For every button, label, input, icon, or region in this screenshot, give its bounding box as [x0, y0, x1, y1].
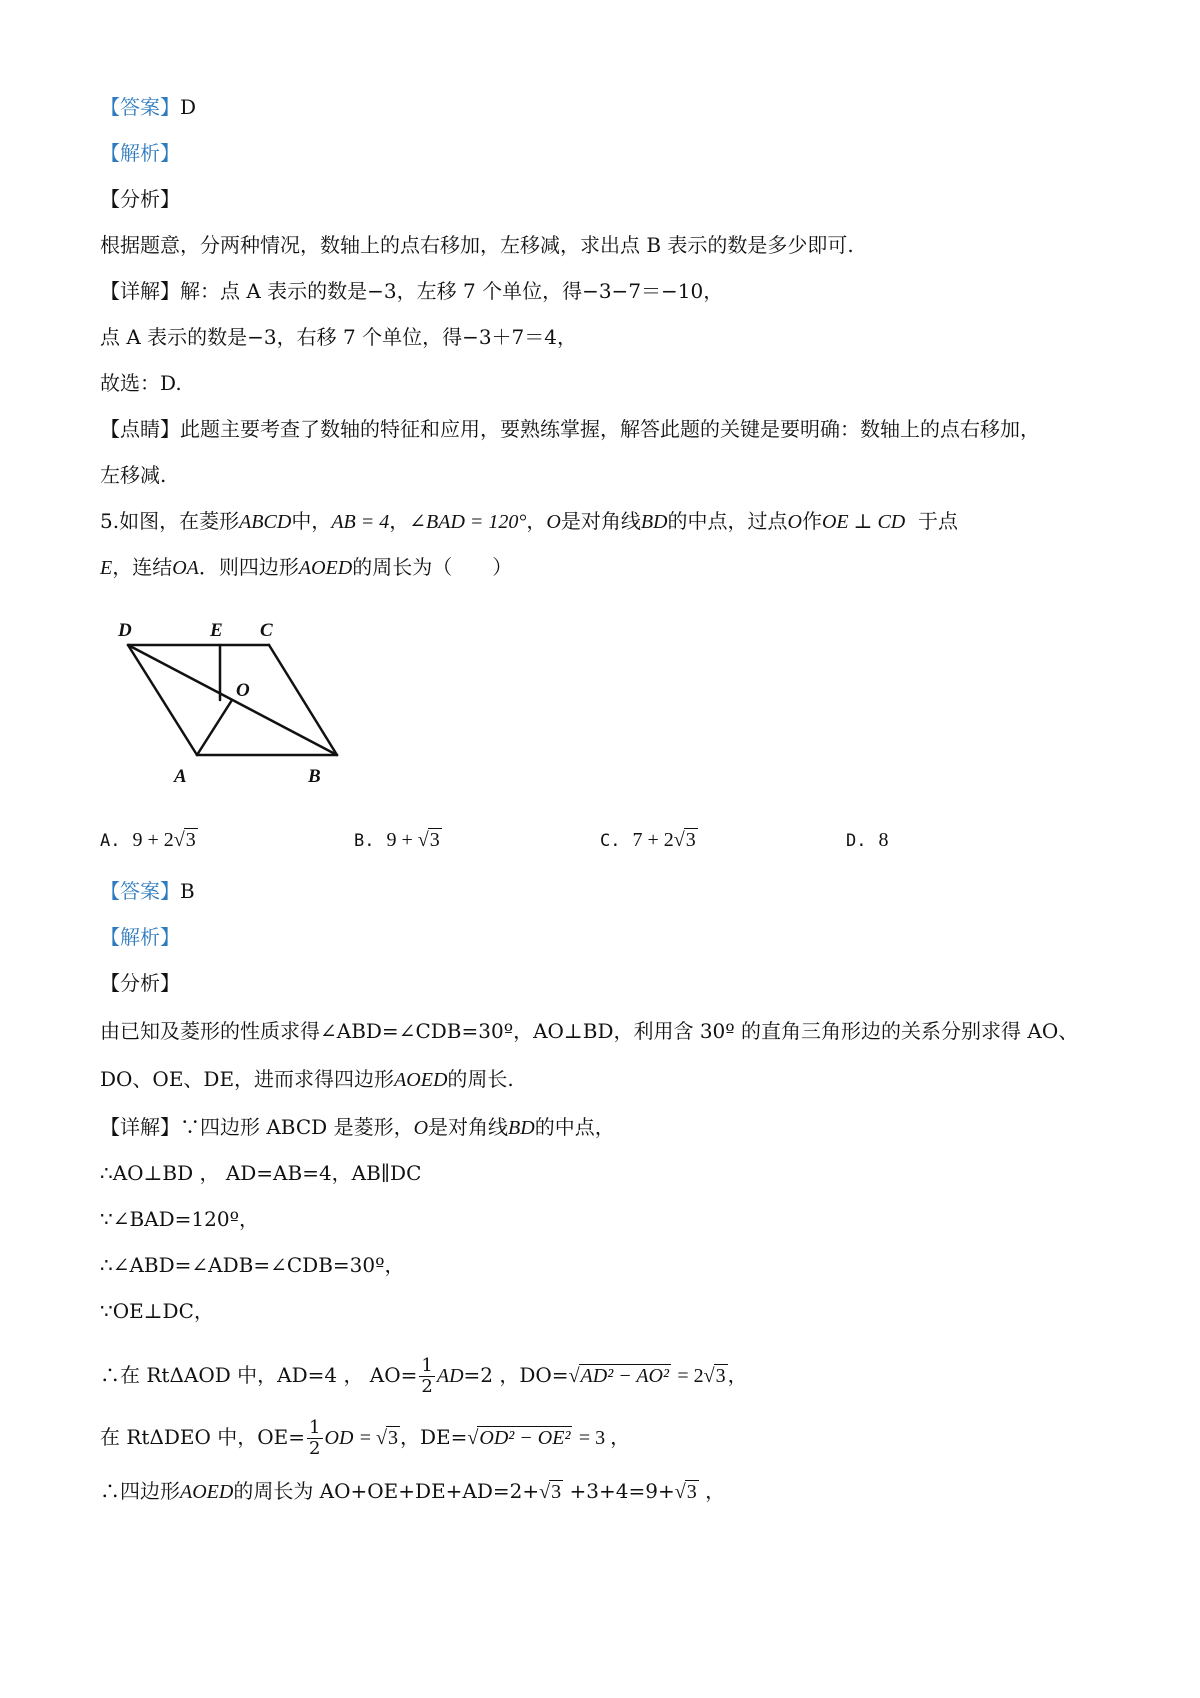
detail-line-1-q4: 【详解】解：点 A 表示的数是−3，左移 7 个单位，得−3−7＝−10，	[100, 279, 724, 303]
fenxi-label-q4: 【分析】	[100, 187, 180, 211]
label-a: A	[174, 766, 187, 787]
answer-label-q5: 【答案】B	[100, 879, 195, 903]
detail-line-2-q4: 点 A 表示的数是−3，右移 7 个单位，得−3＋7＝4，	[100, 325, 578, 349]
q5-stem-line-2: E，连结OA．则四边形AOED的周长为（ ）	[100, 555, 513, 579]
detail-line-1-q5: 【详解】∵四边形 ABCD 是菱形，O是对角线BD的中点，	[100, 1115, 615, 1139]
analysis-label-q5: 【解析】	[100, 925, 180, 949]
rhombus-figure	[112, 620, 372, 810]
fenxi-label-q5: 【分析】	[100, 971, 180, 995]
dianjing-line-2-q4: 左移减.	[100, 463, 167, 487]
detail-line-3-q4: 故选：D.	[100, 371, 182, 395]
option-b[interactable]: B. 9 + √3	[354, 829, 440, 851]
fenxi-text-q4: 根据题意，分两种情况，数轴上的点右移加，左移减，求出点 B 表示的数是多少即可.	[100, 233, 854, 257]
detail-line-6-q5: ∴在 RtΔAOD 中，AD=4 ， AO= $\frac{1}{2}$ AD=2 ，DO=√AD² − AO² = 2√3 ，	[100, 1355, 748, 1397]
detail-line-4-q5: ∴∠ABD=∠ADB=∠CDB=30º，	[100, 1253, 405, 1277]
option-d[interactable]: D. 8	[846, 829, 889, 851]
detail-line-7-q5: 在 RtΔDEO 中，OE= $\frac{1}{2}$ OD = √3 ，DE=√OD² − OE² = 3 ，	[100, 1417, 631, 1459]
label-o: O	[236, 680, 250, 701]
detail-line-8-q5: ∴四边形AOED的周长为 AO+OE+DE+AD=2+√3 +3+4=9+√3 ，	[100, 1479, 726, 1503]
detail-line-5-q5: ∵OE⊥DC，	[100, 1299, 214, 1323]
analysis-label-q4: 【解析】	[100, 141, 180, 165]
label-e: E	[210, 620, 223, 641]
label-d: D	[118, 620, 132, 641]
fenxi-line-2-q5: DO、OE、DE，进而求得四边形AOED的周长.	[100, 1067, 514, 1091]
answer-value: D	[180, 95, 197, 119]
edge-ad	[128, 645, 197, 755]
detail-line-2-q5: ∴AO⊥BD ， AD=AB=4，AB∥DC	[100, 1161, 422, 1185]
fenxi-line-1-q5: 由已知及菱形的性质求得∠ABD=∠CDB=30º，AO⊥BD，利用含 30º 的直角三角形边的关系分别求得 AO、	[100, 1019, 1079, 1043]
option-a[interactable]: A. 9 + 2√3	[100, 829, 196, 851]
detail-line-3-q5: ∵∠BAD=120º，	[100, 1207, 259, 1231]
answer-label-q4: 【答案】D	[100, 95, 197, 119]
option-c[interactable]: C. 7 + 2√3	[600, 829, 696, 851]
segment-ao	[197, 700, 232, 755]
q5-stem-line-1: 5.如图，在菱形ABCD中，AB = 4，∠BAD = 120°，O是对角线BD的中点，过点O作OE ⊥ CD 于点	[100, 509, 958, 533]
dianjing-line-1-q4: 【点睛】此题主要考查了数轴的特征和应用，要熟练掌握，解答此题的关键是要明确：数轴上的点右移加，	[100, 417, 1040, 441]
answer-value-q5: B	[180, 879, 195, 903]
label-b: B	[308, 766, 321, 787]
label-c: C	[260, 620, 273, 641]
